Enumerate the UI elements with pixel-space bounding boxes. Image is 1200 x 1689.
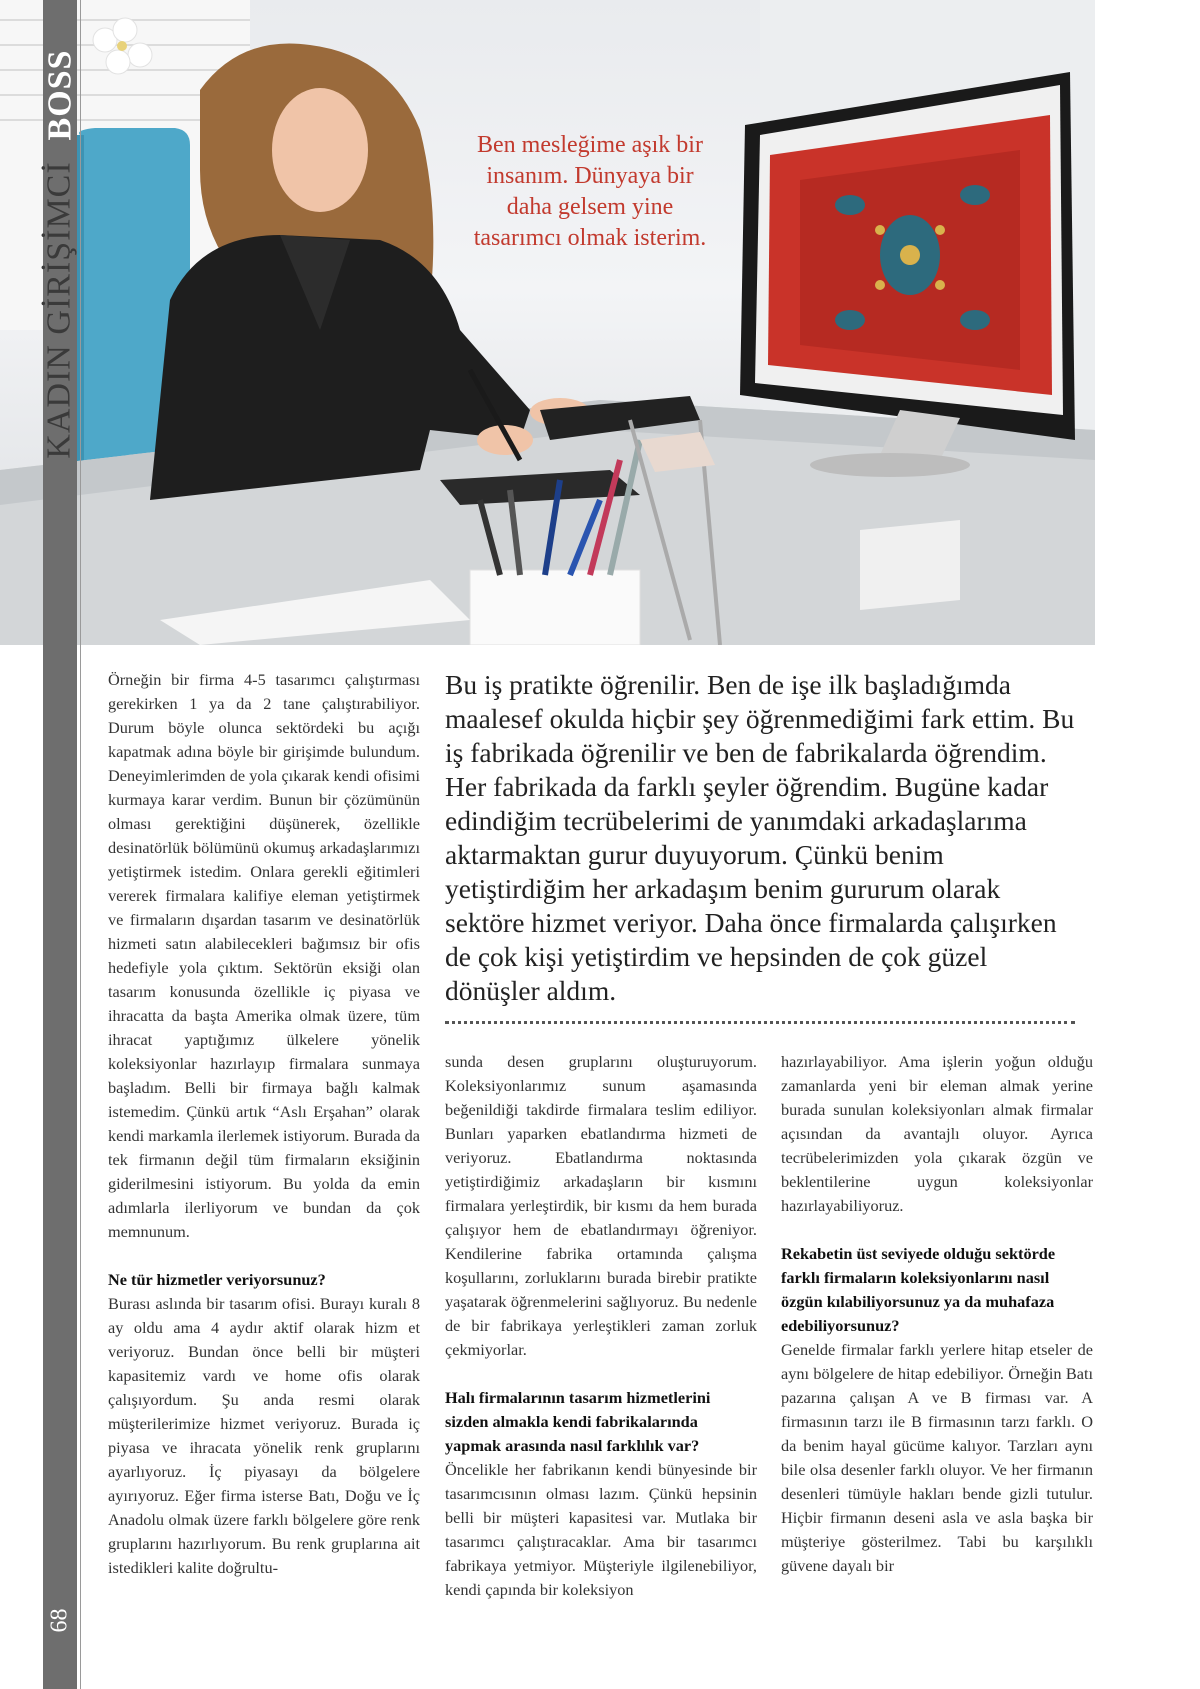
brand-logo: BOSS xyxy=(41,49,79,141)
article-column-2 xyxy=(445,1050,757,1602)
paragraph: Öncelikle her fabrikanın kendi bünyesinde bir tasarımcısının olması lazım. Çünkü hepsinin belli bir müşteri kapasitesi var. Mutlaka bir tasarımcı çalıştıracaklar. Ama bir tasarımcı fabrikaya yetmiyor. Müşteriyle ilgilenebiliyor, kendi çapında bir koleksiyon xyxy=(445,1460,757,1599)
interview-question: Ne tür hizmetler veriyorsunuz? xyxy=(108,1270,326,1289)
article-column-3 xyxy=(781,1050,1093,1578)
interview-question: Rekabetin üst seviyede olduğu sektörde farklı firmaların koleksiyonlarını nasıl özgün kılabiliyorsunuz ya da muhafaza edebiliyorsunuz? xyxy=(781,1244,1056,1335)
article-column-1 xyxy=(108,668,420,1580)
paragraph: Örneğin bir firma 4-5 tasarımcı çalıştırması gerekirken 1 ya da 2 tane çalıştırabiliyor. Durum böyle olunca sektördeki bu açığı kapatmak adına böyle bir girişimde bulundum. Deneyimlerimden de yola çıkarak kendi ofisimi kurmaya karar verdim. Bunun bir çözümünün olması gerektiğini düşünerek, özellikle desinatörlük bölümünü okumuş arkadaşlarımızı yetiştirmek istedim. Onlara gerekli eğitimleri vererek firmalara kalifiye eleman yetiştirmek ve firmaların dışardan tasarım ve desinatörlük hizmeti satın alabilecekleri bağımsız bir ofis hedefiyle yola çıktım. Sektörün eksiği olan tasarım konusunda özellikle iç piyasa ve ihracatta da başta Amerika olmak üzere, tüm ihracat yaptığımız ülkelere yönelik koleksiyonlar hazırlayıp firmalara sunmaya başladım. Belli bir firmaya bağlı kalmak istemedim. Çünkü artık “Aslı Erşahan” olarak kendi markamla ilerlemek istiyorum. Burada da tek firmanın değil tüm firmaların eksiğinin giderilmesini istiyorum. Bu yolda da emin adımlarla ilerliyorum ve bundan da çok memnunum. xyxy=(108,670,420,1241)
interview-question: Halı firmalarının tasarım hizmetlerini sizden almakla kendi fabrikalarında yapmak arasında nasıl farklılık var? xyxy=(445,1388,711,1455)
paragraph: hazırlayabiliyor. Ama işlerin yoğun olduğu zamanlarda yeni bir eleman almak yerine burada sunulan koleksiyonları almak firmalar açısından da avantajlı oluyor. Ayrıca tecrübelerimizden yola çıkarak özgün ve beklentilerine uygun koleksiyonlar hazırlayabiliyoruz. xyxy=(781,1052,1093,1215)
office-scene-illustration xyxy=(0,0,1095,645)
dotted-divider xyxy=(445,1021,1075,1024)
pull-quote: Bu iş pratikte öğrenilir. Ben de işe ilk başladığımda maalesef okulda hiçbir şey öğrenmediğimi fark ettim. Bu iş fabrikada öğrenilir ve ben de fabrikalarda öğrendim. Her fabrikada da farklı şeyler öğrendim. Bugüne kadar edindiğim tecrübelerimi de yanımdaki arkadaşlarıma aktarmaktan gurur duyuyorum. Çünkü benim yetiştirdiğim her arkadaşım benim gururum olarak sektöre hizmet veriyor. Daha önce firmalarda çalışırken de çok kişi yetiştirdim ve hepsinden de çok güzel dönüşler aldım. xyxy=(445,669,1075,1006)
page-number: 68 xyxy=(46,1608,73,1632)
paragraph: sunda desen gruplarını oluşturuyorum. Koleksiyonlarımız sunum aşamasında beğenildiği takdirde firmalara teslim ediliyor. Bunları yaparken ebatlandırma hizmeti de veriyoruz. Ebatlandırma noktasında yetiştirdiğimiz arkadaşların bir kısmını firmalara yerleştirdik, bir kısmı da hem burada çalışıyor hem de ebatlandırmayı öğreniyor. Kendilerine fabrika ortamında çalışma koşullarını, zorluklarını burada birebir pratikte yaşatarak öğrenmelerini sağlıyoruz. Bu nedenle de bir fabrikaya yerleştikleri zaman zorluk çekmiyorlar. xyxy=(445,1052,757,1359)
paragraph: Burası aslında bir tasarım ofisi. Burayı kuralı 8 ay oldu ama 4 aydır aktif olarak hizm et veriyoruz. Bundan önce belli bir müşteri kapasitemiz vardı ve home ofis olarak çalışıyordum. Şu anda resmi olarak müşterilerimize hizmet veriyoruz. Burada iç piyasa ve ihracata yönelik renk gruplarını ayarlıyoruz. İç piyasayı da bölgelere ayırıyoruz. Eğer firma isterse Batı, Doğu ve İç Anadolu olmak üzere farklı bölgelere göre renk gruplarını hazırlıyorum. Bu renk gruplarına ait istedikleri kalite doğrultu- xyxy=(108,1294,420,1577)
paragraph: Genelde firmalar farklı yerlere hitap etseler de aynı bölgelere de hitap edebiliyor. Örneğin Batı pazarına çalışan A ve B firması var. A firmasının tarzı ile B firmasının tarzı farklı. O da benim hayal gücüme kalıyor. Tarzları aynı bile olsa desenler farklı oluyor. Ve her firmanın desenleri tümüyle hakları bende gizli tutulur. Hiçbir firmanın deseni asla ve asla başka bir müşteriye gösterilmez. Tabi bu karşılıklı güvene dayalı bir xyxy=(781,1340,1093,1575)
cover-photo xyxy=(0,0,1095,645)
section-label: KADIN GİRİŞİMCİ xyxy=(41,161,79,459)
photo-quote: Ben mesleğime aşık bir insanım. Dünyaya bir daha gelsem yine tasarımcı olmak isterim. xyxy=(473,132,707,251)
sidebar-divider xyxy=(80,0,81,1689)
